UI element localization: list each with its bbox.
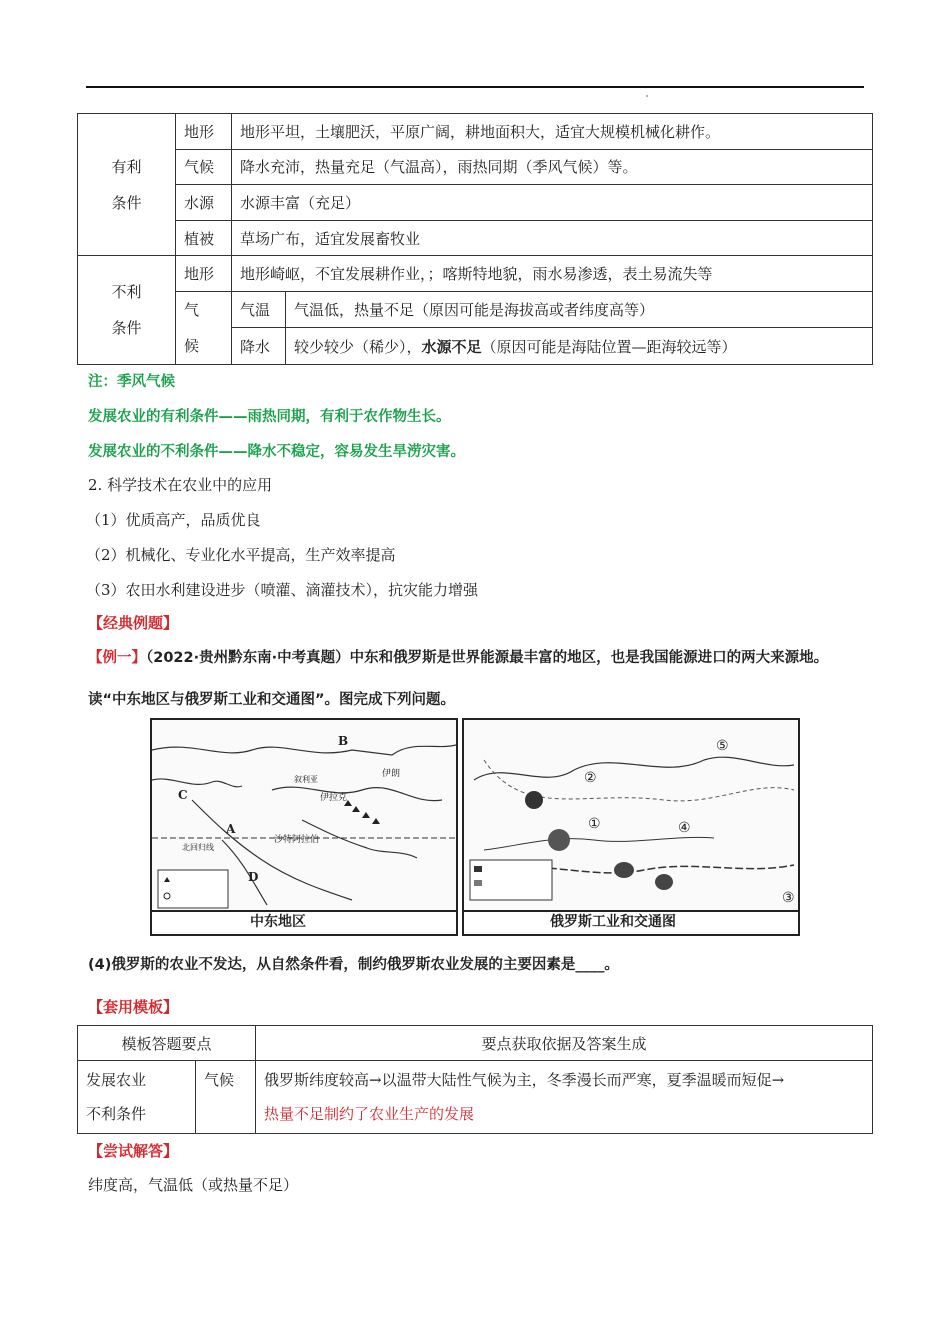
desc-cell: 地形平坦，土壤肥沃，平原广阔，耕地面积大，适宜大规模机械化耕作。 xyxy=(232,114,873,150)
example-tag: 【例一】 xyxy=(88,650,146,666)
middle-east-map-drawing xyxy=(152,720,456,910)
russia-map-drawing xyxy=(464,720,798,910)
factor-cell: 植被 xyxy=(176,220,232,256)
unfavorable-label: 不利 条件 xyxy=(78,256,176,365)
header-dot xyxy=(646,95,648,97)
label-a: A xyxy=(226,822,236,836)
desc-cell: 降水充沛，热量充足（气温高），雨热同期（季风气候）等。 xyxy=(232,149,873,185)
tech-item: （2）机械化、专业化水平提高，生产效率提高 xyxy=(86,546,396,564)
template-table xyxy=(77,1025,873,1134)
tech-heading: 2. 科学技术在农业中的应用 xyxy=(88,476,273,494)
answer-text: 纬度高，气温低（或热量不足） xyxy=(88,1176,299,1194)
factor-cell: 气候 xyxy=(176,149,232,185)
factor-cell: 地形 xyxy=(176,114,232,150)
emphasis-text: 水源不足 xyxy=(421,337,482,356)
conditions-table xyxy=(77,113,873,365)
label-iraq: 伊拉克 xyxy=(320,793,348,803)
label-syria: 叙利亚 xyxy=(294,775,318,784)
example-paragraph xyxy=(88,637,858,721)
label-b: B xyxy=(338,734,349,748)
desc-cell: 地形崎岖，不宜发展耕作业，；喀斯特地貌，雨水易渗透，表土易流失等 xyxy=(232,256,873,292)
climate-cell: 气 候 xyxy=(176,291,232,364)
template-header-right: 要点获取依据及答案生成 xyxy=(256,1026,873,1061)
label-5: ⑤ xyxy=(716,738,729,754)
label-2: ② xyxy=(584,770,597,786)
label-saudi: 沙特阿拉伯 xyxy=(274,835,320,845)
tech-item: （1）优质高产，品质优良 xyxy=(86,511,261,529)
favorable-label: 有利 条件 xyxy=(78,114,176,256)
example-text: （2022·贵州黔东南·中考真题）中东和俄罗斯是世界能源最丰富的地区，也是我国能源进口的两大来源地。读“中东地区与俄罗斯工业和交通图”。图完成下列问题。 xyxy=(88,650,829,708)
template-row-factor: 气候 xyxy=(196,1061,256,1134)
template-heading: 【套用模板】 xyxy=(88,998,179,1016)
label-c: C xyxy=(178,788,188,802)
template-row-content: 俄罗斯纬度较高→以温带大陆性气候为主，冬季漫长而严寒，夏季温暖而短促→ 热量不足制约了农业生产的发展 xyxy=(256,1061,873,1134)
factor-cell: 降水 xyxy=(232,328,286,365)
classic-heading: 【经典例题】 xyxy=(88,614,179,632)
template-answer: 热量不足制约了农业生产的发展 xyxy=(264,1105,475,1123)
russia-map xyxy=(462,718,800,936)
note-favorable: 发展农业的有利条件——雨热同期，有利于农作物生长。 xyxy=(88,409,451,425)
desc-cell: 气温低，热量不足（原因可能是海拔高或者纬度高等） xyxy=(286,291,873,328)
label-1: ① xyxy=(588,816,601,832)
desc-cell: 水源丰富（充足） xyxy=(232,185,873,221)
template-header-left: 模板答题要点 xyxy=(78,1026,256,1061)
label-tropic: 北回归线 xyxy=(182,843,214,852)
tech-item: （3）农田水利建设进步（喷灌、滴灌技术），抗灾能力增强 xyxy=(86,581,479,599)
desc-cell: 草场广布，适宜发展畜牧业 xyxy=(232,220,873,256)
label-3: ③ xyxy=(782,890,795,906)
label-iran: 伊朗 xyxy=(382,769,401,779)
note-unfavorable: 发展农业的不利条件——降水不稳定，容易发生旱涝灾害。 xyxy=(88,444,465,460)
header-rule xyxy=(86,86,864,88)
map-figure xyxy=(150,718,800,936)
question-4: (4)俄罗斯的农业不发达，从自然条件看，制约俄罗斯农业发展的主要因素是____。 xyxy=(88,957,619,973)
label-d: D xyxy=(248,870,259,884)
factor-cell: 地形 xyxy=(176,256,232,292)
left-map-caption: 中东地区 xyxy=(152,910,456,932)
factor-cell: 气温 xyxy=(232,291,286,328)
factor-cell: 水源 xyxy=(176,185,232,221)
template-row-label: 发展农业 不利条件 xyxy=(78,1061,196,1134)
middle-east-map xyxy=(150,718,458,936)
desc-cell: 较少较少（稀少），水源不足（原因可能是海陆位置—距海较远等） xyxy=(286,328,873,365)
label-4: ④ xyxy=(678,820,691,836)
note-title: 注：季风气候 xyxy=(88,374,175,390)
right-map-caption: 俄罗斯工业和交通图 xyxy=(464,910,798,932)
try-heading: 【尝试解答】 xyxy=(88,1142,179,1160)
